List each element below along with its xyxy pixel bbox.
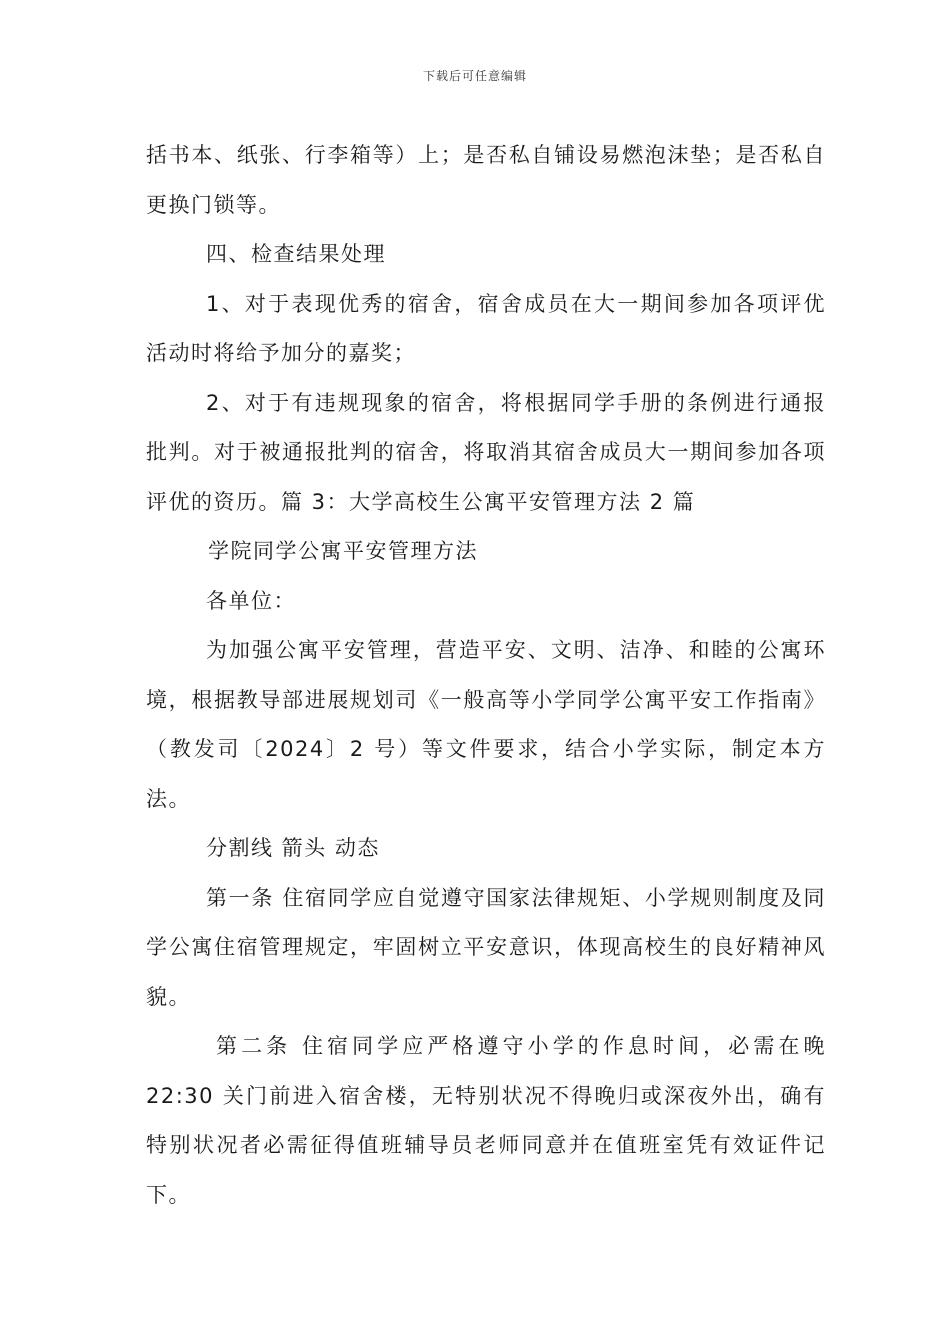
paragraph-item-2: 2、对于有违规现象的宿舍，将根据同学手册的条例进行通报批判。对于被通报批判的宿舍，将取消其宿舍成员大一期间参加各项评优的资历。篇 3：大学高校生公寓平安管理方法 2 篇 [146, 390, 826, 514]
section-heading-results: 四、检查结果处理 [206, 242, 386, 266]
paragraph-item-1: 1、对于表现优秀的宿舍，宿舍成员在大一期间参加各项评优活动时将给予加分的嘉奖； [146, 291, 826, 365]
salutation: 各单位： [206, 588, 296, 613]
document-title: 学院同学公寓平安管理方法 [208, 539, 478, 563]
paragraph-continuation: 括书本、纸张、行李箱等）上；是否私自铺设易燃泡沫垫；是否私自更换门锁等。 [146, 143, 826, 217]
document-body [146, 131, 826, 1220]
page-header-note: 下载后可任意编辑 [422, 69, 527, 83]
paragraph-intro: 为加强公寓平安管理，营造平安、文明、洁净、和睦的公寓环境，根据教导部进展规划司《一般高等小学同学公寓平安工作指南》（教发司〔2024〕2 号）等文件要求，结合小学实际，制定本方法。 [146, 638, 826, 811]
article-2: 第二条 住宿同学应严格遵守小学的作息时间，必需在晚 22:30 关门前进入宿舍楼，无特别状况不得晚归或深夜外出，确有特别状况者必需征得值班辅导员老师同意并在值班室凭有效证件记下。 [146, 1034, 826, 1207]
article-1: 第一条 住宿同学应自觉遵守国家法律规矩、小学规则制度及同学公寓住宿管理规定，牢固树立平安意识，体现高校生的良好精神风貌。 [146, 885, 826, 1009]
divider-note: 分割线 箭头 动态 [206, 836, 380, 860]
